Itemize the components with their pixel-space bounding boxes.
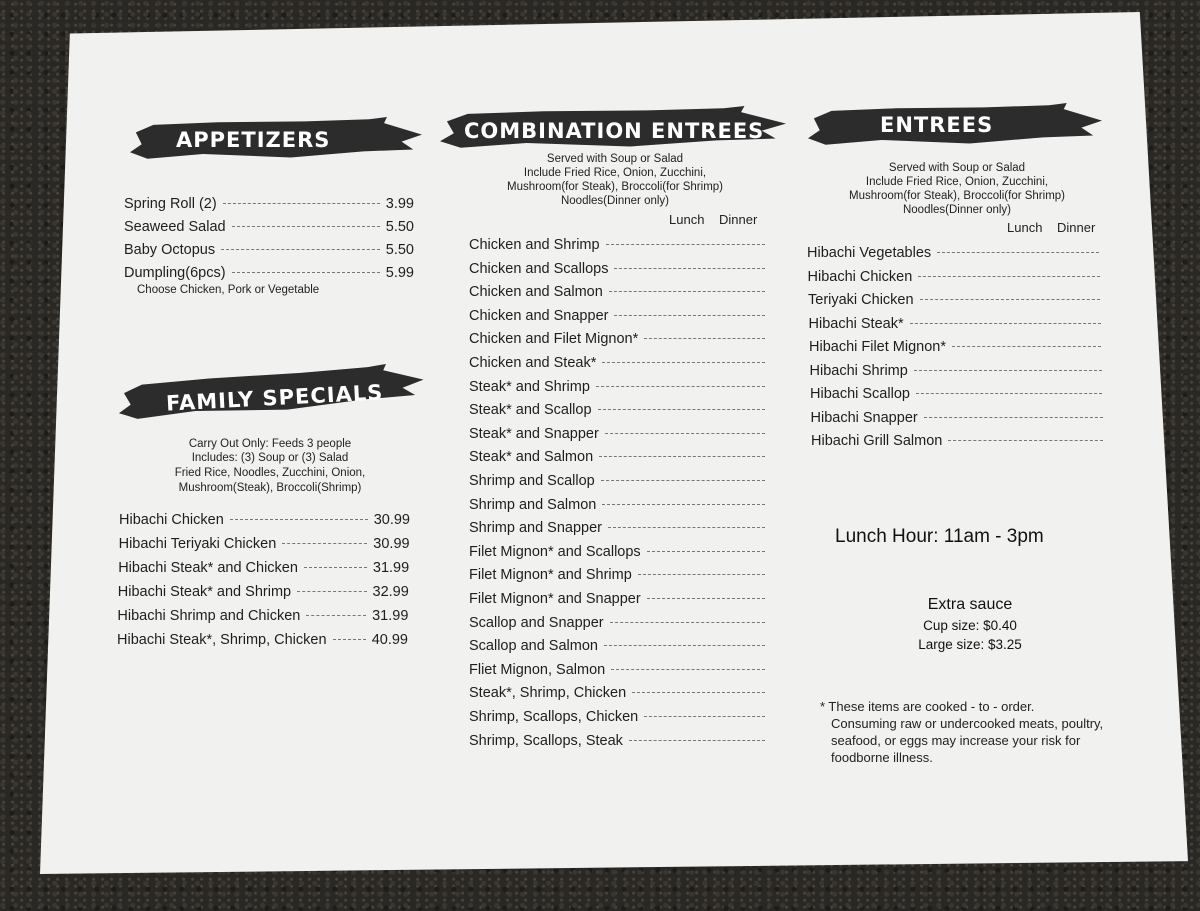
leader-dots xyxy=(937,252,1099,253)
lunch-hour: Lunch Hour: 11am - 3pm xyxy=(835,526,1044,547)
appetizer-item xyxy=(124,242,414,258)
appetizer-item xyxy=(124,196,414,212)
entree-item-name: Hibachi Steak* xyxy=(808,315,904,332)
combo-item xyxy=(469,520,771,536)
combo-item-name: Filet Mignon* and Shrimp xyxy=(469,567,632,584)
appetizers-title: APPETIZERS xyxy=(176,128,331,152)
appetizer-item xyxy=(124,265,414,281)
combo-item-name: Steak*, Shrimp, Chicken xyxy=(469,685,627,702)
leader-dots xyxy=(614,315,765,316)
combo-item-name: Chicken and Steak* xyxy=(469,355,597,371)
leader-dots xyxy=(614,268,765,269)
leader-dots xyxy=(599,456,765,457)
leader-dots xyxy=(601,480,765,481)
combo-item-name: Fliet Mignon, Salmon xyxy=(469,661,606,678)
combo-item xyxy=(469,331,771,347)
leader-dots xyxy=(608,527,765,528)
leader-dots xyxy=(606,244,765,245)
combo-item-name: Steak* and Scallop xyxy=(469,402,592,419)
leader-dots xyxy=(333,639,366,640)
family-item xyxy=(119,536,410,552)
leader-dots xyxy=(232,272,380,273)
item-price: 31.99 xyxy=(372,608,409,624)
family-line-2: Fried Rice, Noodles, Zucchini, Onion, xyxy=(174,467,366,479)
item-price: 30.99 xyxy=(373,536,410,552)
leader-dots xyxy=(948,440,1103,441)
item-price: 5.50 xyxy=(385,242,414,258)
leader-dots xyxy=(644,338,765,339)
leader-dots xyxy=(306,615,366,616)
combo-item xyxy=(469,449,771,465)
leader-dots xyxy=(598,409,765,410)
combo-item xyxy=(469,497,771,513)
leader-dots xyxy=(609,291,765,292)
combo-item-name: Scallop and Snapper xyxy=(469,614,604,631)
extra-sauce-large: Large size: $3.25 xyxy=(918,637,1022,652)
combo-item xyxy=(469,662,771,678)
entree-item xyxy=(811,433,1109,449)
combo-item-name: Shrimp and Snapper xyxy=(469,520,602,537)
entree-item-name: Hibachi Snapper xyxy=(810,409,918,426)
combo-line-3: Noodles(Dinner only) xyxy=(560,195,670,207)
appetizer-item-name: Dumpling(6pcs) xyxy=(124,265,226,281)
item-price: 3.99 xyxy=(385,196,414,212)
leader-dots xyxy=(223,203,380,204)
appetizer-item-name: Seaweed Salad xyxy=(124,219,226,235)
combo-item xyxy=(469,284,771,300)
leader-dots xyxy=(647,551,765,552)
leader-dots xyxy=(611,669,765,670)
appetizer-item-name: Spring Roll (2) xyxy=(124,196,217,212)
combo-item-name: Filet Mignon* and Snapper xyxy=(469,591,641,607)
combo-item-name: Shrimp, Scallops, Steak xyxy=(469,732,623,749)
entree-item xyxy=(808,269,1106,285)
leader-dots xyxy=(282,543,367,544)
combo-item xyxy=(469,709,771,725)
item-price: 40.99 xyxy=(371,632,408,648)
entree-item xyxy=(807,245,1105,261)
appetizers-note: Choose Chicken, Pork or Vegetable xyxy=(137,284,320,296)
entree-item xyxy=(809,339,1107,355)
leader-dots xyxy=(232,226,380,227)
entree-item xyxy=(809,316,1107,332)
entree-item xyxy=(810,386,1108,402)
leader-dots xyxy=(230,519,368,520)
combo-item xyxy=(469,308,771,324)
entree-item xyxy=(810,363,1108,379)
family-item-name: Hibachi Chicken xyxy=(119,512,224,528)
entree-item xyxy=(808,292,1106,308)
family-item-name: Hibachi Shrimp and Chicken xyxy=(117,608,301,624)
item-price: 30.99 xyxy=(373,512,410,528)
leader-dots xyxy=(605,433,765,434)
extra-sauce-title: Extra sauce xyxy=(927,596,1013,613)
leader-dots xyxy=(920,299,1100,300)
combo-item xyxy=(469,638,771,654)
leader-dots xyxy=(604,645,765,646)
combo-item xyxy=(469,567,771,583)
disclaimer-line-2: seafood, or eggs may increase your risk for xyxy=(831,733,1081,748)
combo-dinner-label: Dinner xyxy=(719,212,758,227)
entree-item-name: Hibachi Grill Salmon xyxy=(811,433,943,449)
entree-item-name: Hibachi Vegetables xyxy=(807,245,932,261)
leader-dots xyxy=(918,276,1099,277)
combo-item xyxy=(469,402,771,418)
entrees-line-1: Include Fried Rice, Onion, Zucchini, xyxy=(865,176,1049,188)
family-line-0: Carry Out Only: Feeds 3 people xyxy=(188,438,352,450)
entree-item-name: Hibachi Chicken xyxy=(807,268,913,285)
combo-item-name: Steak* and Snapper xyxy=(469,425,599,442)
combo-item xyxy=(469,733,771,749)
entree-item-name: Teriyaki Chicken xyxy=(808,292,914,308)
combo-item-name: Steak* and Salmon xyxy=(469,449,594,466)
combo-item xyxy=(469,544,771,560)
entree-item xyxy=(811,410,1109,426)
family-item-name: Hibachi Steak* and Chicken xyxy=(118,560,298,576)
leader-dots xyxy=(221,249,380,250)
leader-dots xyxy=(914,370,1102,371)
appetizer-item-name: Baby Octopus xyxy=(124,242,216,258)
leader-dots xyxy=(596,386,765,387)
leader-dots xyxy=(647,598,765,599)
combo-item-name: Shrimp and Salmon xyxy=(469,496,597,513)
combo-item xyxy=(469,237,771,253)
combo-item xyxy=(469,615,771,631)
disclaimer-line-3: foodborne illness. xyxy=(831,750,933,765)
family-item xyxy=(119,512,410,528)
combo-item xyxy=(469,426,771,442)
entree-item-name: Hibachi Shrimp xyxy=(809,362,908,379)
extra-sauce-cup: Cup size: $0.40 xyxy=(923,618,1017,633)
family-item xyxy=(118,560,409,576)
appetizer-item xyxy=(124,219,414,235)
family-item xyxy=(118,584,409,600)
combo-item xyxy=(469,473,771,489)
entrees-line-2: Mushroom(for Steak), Broccoli(for Shrimp) xyxy=(849,190,1065,202)
leader-dots xyxy=(910,323,1101,324)
entrees-title: ENTREES xyxy=(880,113,994,137)
combo-item-name: Chicken and Filet Mignon* xyxy=(469,331,639,348)
item-price: 5.99 xyxy=(385,265,414,281)
family-line-3: Mushroom(Steak), Broccoli(Shrimp) xyxy=(178,482,362,494)
entree-item-name: Hibachi Scallop xyxy=(810,386,910,402)
combo-item xyxy=(469,685,771,701)
combo-item xyxy=(469,355,771,371)
disclaimer-line-0: * These items are cooked - to - order. xyxy=(820,699,1035,714)
item-price: 32.99 xyxy=(372,584,409,600)
family-item xyxy=(117,608,408,624)
combo-item-name: Chicken and Salmon xyxy=(469,284,603,301)
leader-dots xyxy=(644,716,765,717)
combo-item-name: Chicken and Snapper xyxy=(469,307,609,324)
family-title: FAMILY SPECIALS xyxy=(165,380,384,416)
combo-lunch-label: Lunch xyxy=(669,212,705,227)
leader-dots xyxy=(924,417,1103,418)
leader-dots xyxy=(602,504,765,505)
combo-line-2: Mushroom(for Steak), Broccoli(for Shrimp) xyxy=(507,181,723,193)
leader-dots xyxy=(304,567,367,568)
combo-item-name: Chicken and Shrimp xyxy=(469,237,600,253)
entrees-lunch-label: Lunch xyxy=(1007,220,1043,235)
combo-item-name: Steak* and Shrimp xyxy=(469,378,590,395)
combo-title: COMBINATION ENTREES xyxy=(464,119,765,143)
item-price: 31.99 xyxy=(372,560,410,576)
entrees-line-3: Noodles(Dinner only) xyxy=(902,204,1012,216)
combo-item-name: Scallop and Salmon xyxy=(469,638,598,655)
family-line-1: Includes: (3) Soup or (3) Salad xyxy=(191,452,349,464)
leader-dots xyxy=(297,591,366,592)
leader-dots xyxy=(638,574,765,575)
combo-item xyxy=(469,379,771,395)
leader-dots xyxy=(610,622,765,623)
combo-item xyxy=(469,261,771,277)
entrees-line-0: Served with Soup or Salad xyxy=(888,162,1026,174)
family-item-name: Hibachi Steak*, Shrimp, Chicken xyxy=(117,632,327,648)
entrees-dinner-label: Dinner xyxy=(1057,220,1096,235)
leader-dots xyxy=(916,393,1102,394)
family-item-name: Hibachi Teriyaki Chicken xyxy=(118,536,277,552)
disclaimer-line-1: Consuming raw or undercooked meats, poultry, xyxy=(831,716,1104,731)
leader-dots xyxy=(952,346,1101,347)
combo-line-0: Served with Soup or Salad xyxy=(546,153,684,165)
entree-item-name: Hibachi Filet Mignon* xyxy=(809,339,947,355)
combo-item-name: Shrimp, Scallops, Chicken xyxy=(469,709,639,725)
combo-line-1: Include Fried Rice, Onion, Zucchini, xyxy=(523,167,707,179)
leader-dots xyxy=(602,362,765,363)
family-item-name: Hibachi Steak* and Shrimp xyxy=(117,584,292,600)
item-price: 5.50 xyxy=(385,219,414,235)
family-item xyxy=(117,632,408,648)
leader-dots xyxy=(629,740,765,741)
leader-dots xyxy=(632,692,765,693)
combo-item-name: Chicken and Scallops xyxy=(469,260,609,277)
combo-item-name: Filet Mignon* and Scallops xyxy=(469,543,641,560)
combo-item-name: Shrimp and Scallop xyxy=(469,473,595,489)
combo-item xyxy=(469,591,771,607)
